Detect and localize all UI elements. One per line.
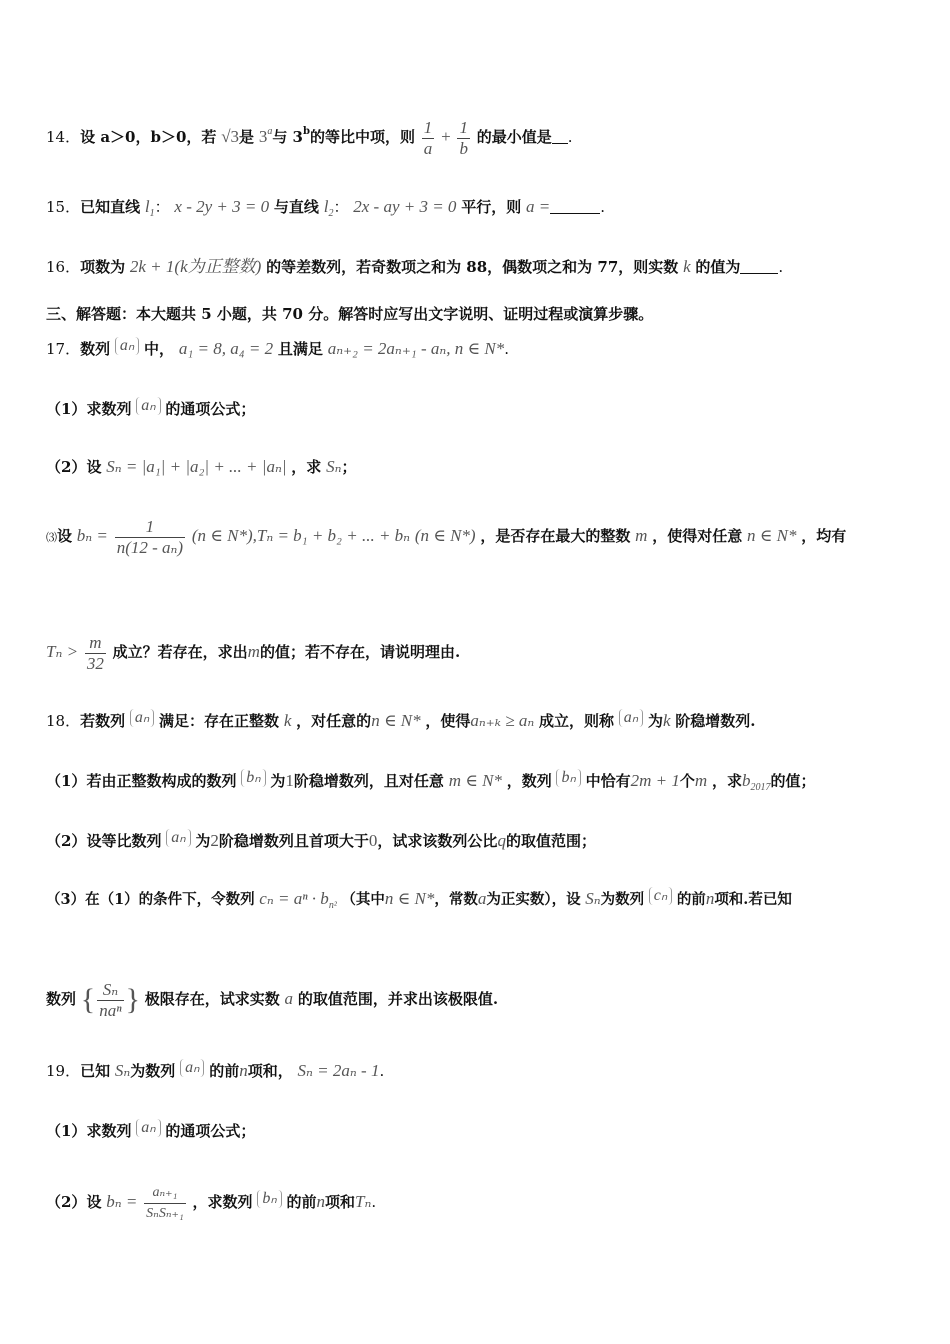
q17-part3: ⑶设 bₙ = $\frac{1}{\text{n(12 - aₙ)}}$ (n ∈ N*),Tₙ = b₁ + b₂ + ... + bₙ (n ∈ N*) ，是否存在最大的整数 m ，使得对任意 n ∈ N* ，均有 <box>46 516 847 557</box>
question-17: 17．数列 aₙ 中， a₁ = 8, a₄ = 2 且满足 aₙ₊₂ = 2aₙ₊₁ - aₙ, n ∈ N*. <box>46 337 509 358</box>
q17-part1: （1）求数列 aₙ 的通项公式； <box>46 397 256 418</box>
question-number: 16． <box>46 258 81 276</box>
fraction-1-over-a: $\frac{1}{a}$ <box>423 117 433 158</box>
question-number: 18． <box>46 712 81 730</box>
equation-l1: x - 2y + 3 = 0 <box>174 197 270 216</box>
fraction-1-over-b: $\frac{1}{b}$ <box>459 117 468 158</box>
q17-part2: （2）设 Sₙ = |a₁| + |a₂| + ... + |aₙ| ，求 Sₙ； <box>46 457 357 476</box>
question-number: 14． <box>46 128 81 146</box>
equation-l2: 2x - ay + 3 = 0 <box>353 197 457 216</box>
answer-blank <box>550 201 600 214</box>
q18-part3-cont: 数列 { $\frac{\text{Sₙ}}{\text{naⁿ}}$ } 极限存在，试求实数 a 的取值范围，并求出该极限值. <box>46 979 499 1020</box>
section-header: 三、解答题：本大题共 5 小题，共 70 分。解答时应写出文字说明、证明过程或演算步骤。 <box>46 305 654 323</box>
fraction-bn: $\frac{\text{aₙ₊₁}}{\text{SₙSₙ₊₁}}$ <box>146 1184 184 1221</box>
line-l1: $l_1$ <box>144 197 155 219</box>
sqrt-three: √3 <box>221 127 240 146</box>
q19-part1: （1）求数列 aₙ 的通项公式； <box>46 1119 256 1140</box>
question-14: 14．设 a＞0，b＞0，若 √3是 3$^a$与 3$^b$的等比中项，则 $\frac{1}{a}$ + $\frac{1}{b}$ 的最小值是 . <box>46 117 573 158</box>
question-15: 15．已知直线 $l_1$： x - 2y + 3 = 0 与直线 $l_2$： 2x - ay + 3 = 0 平行，则 a = . <box>46 197 606 219</box>
sequence-a: aₙ <box>115 337 139 355</box>
answer-blank <box>740 261 778 274</box>
q18-part1: （1）若由正整数构成的数列 bₙ 为1阶稳增数列，且对任意 m ∈ N* ，数列 bₙ 中恰有2m + 1个m ，求$b_{2017}$的值； <box>46 769 816 793</box>
term-count-expr: 2k + 1 <box>129 257 175 276</box>
power-3-a: 3$^a$ <box>258 126 273 146</box>
fraction-bn: $\frac{1}{\text{n(12 - aₙ)}}$ <box>116 516 184 557</box>
question-19: 19．已知 Sₙ为数列 aₙ 的前n项和， Sₙ = 2aₙ - 1. <box>46 1059 385 1080</box>
question-18: 18．若数列 aₙ 满足：存在正整数 k ，对任意的n ∈ N* ，使得aₙ₊ₖ ≥ aₙ 成立，则称 aₙ 为k 阶稳增数列. <box>46 709 756 730</box>
question-16: 16．项数为 2k + 1(k为正整数) 的等差数列，若奇数项之和为 88，偶数项之和为 77，则实数 k 的值为 . <box>46 257 784 276</box>
q17-part3-cont: Tₙ > $\frac{m}{32}$ 成立？若存在，求出m的值；若不存在，请说明理由. <box>46 632 461 673</box>
line-l2: $l_2$ <box>323 197 334 219</box>
question-number: 15． <box>46 198 81 216</box>
question-number: 19． <box>46 1062 81 1080</box>
q18-part2: （2）设等比数列 aₙ 为2阶稳增数列且首项大于0，试求该数列公比q的取值范围； <box>46 829 596 850</box>
q18-part3: （3）在（1）的条件下，令数列 $c_n = a^n \cdot b_{n^2}$ （其中n ∈ N*，常数a为正实数），设 Sₙ为数列 cₙ 的前n项和.若已知 <box>46 887 792 911</box>
question-number: 17． <box>46 340 81 358</box>
fraction-sn-over-nan: $\frac{\text{Sₙ}}{\text{naⁿ}}$ <box>99 979 122 1020</box>
answer-blank <box>552 131 568 144</box>
fraction-m-over-32: $\frac{m}{32}$ <box>86 632 104 673</box>
q19-part2: （2）设 bₙ = $\frac{\text{aₙ₊₁}}{\text{SₙSₙ₊₁}}$ ，求数列 bₙ 的前n项和Tₙ. <box>46 1170 376 1234</box>
recurrence: aₙ₊₂ = 2aₙ₊₁ - aₙ, n ∈ N* <box>327 339 505 358</box>
